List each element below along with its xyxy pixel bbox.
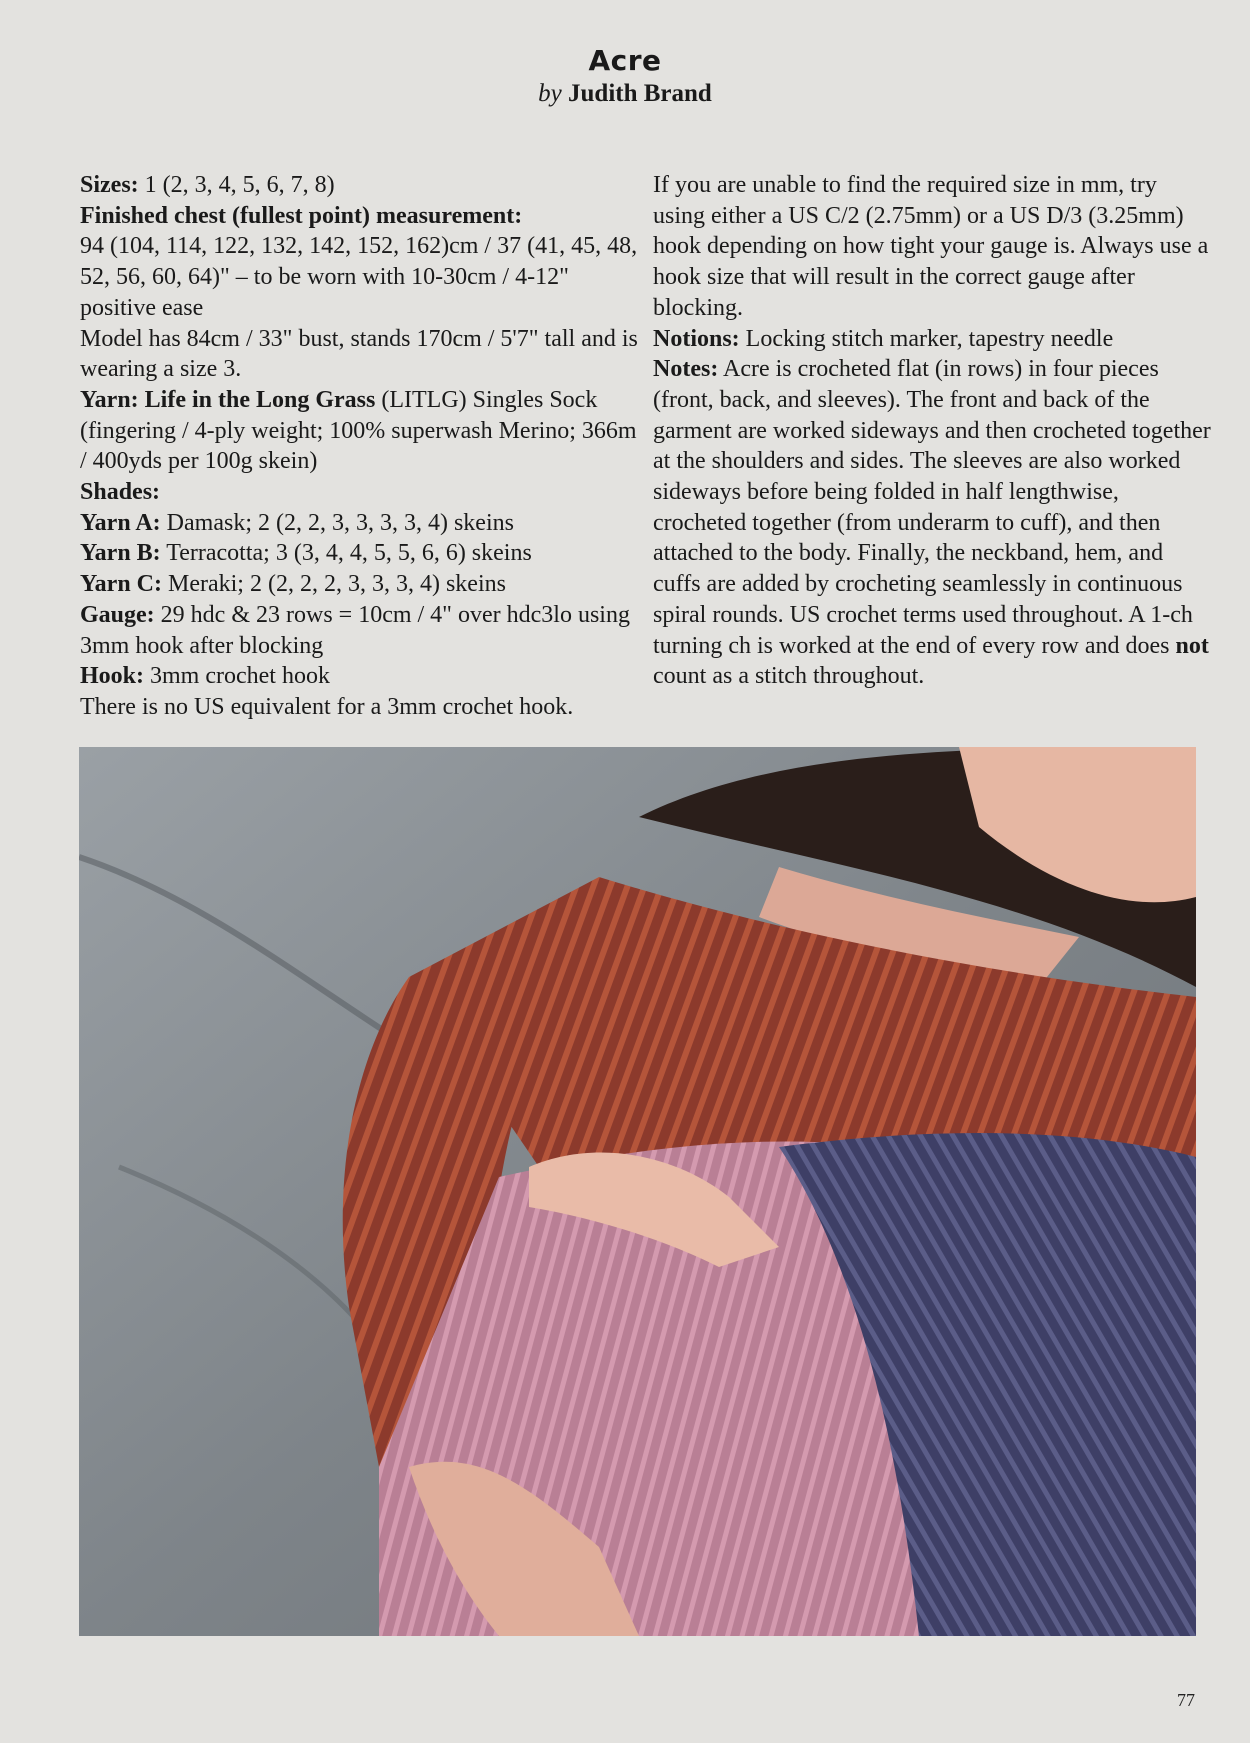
yarn-b-line [80,538,640,569]
notes-end: count as a stitch throughout. [653,663,925,690]
sizes-value: 1 (2, 3, 4, 5, 6, 7, 8) [138,172,335,198]
chest-value: 94 (104, 114, 122, 132, 142, 152, 162)cm / 37 (41, 45, 48, 52, 56, 60, 64)" – to be worn with 10-30cm / 4-12" positive ease [80,233,638,321]
yarn-a-value: Damask; 2 (2, 2, 3, 3, 3, 3, 4) skeins [160,509,514,536]
page-number: 77 [1177,1690,1195,1710]
notes-line [653,354,1213,692]
yarn-a-label: Yarn A: [80,509,161,536]
pattern-title: Acre [588,44,662,77]
pattern-notes-column [653,170,1213,692]
notions-value: Locking stitch marker, tapestry needle [739,325,1114,352]
notions-label: Notions: [653,325,740,352]
hook-label: Hook: [80,663,145,690]
author-name: Judith Brand [568,80,712,107]
hook-advice: If you are unable to find the required size in mm, try using either a US C/2 (2.75mm) or a US D/3 (3.25mm) hook depending on how tight your gauge is. Always use a hook size that will result in the correct gauge after blocking. [653,172,1209,321]
gauge-label: Gauge: [80,601,155,628]
yarn-b-value: Terracotta; 3 (3, 4, 4, 5, 5, 6, 6) skeins [160,540,532,567]
yarn-brand: Life in the Long Grass [138,386,376,413]
yarn-label: Yarn: [80,386,139,413]
pattern-specs-column [80,170,640,723]
hook-note: There is no US equivalent for a 3mm crochet hook. [80,693,574,720]
yarn-value: (LITLG) Singles Sock (fingering / 4-ply weight; 100% superwash Merino; 366m / 400yds per 100g skein) [80,386,637,475]
sweater-illustration [79,747,1196,1636]
yarn-b-label: Yarn B: [80,540,161,567]
yarn-c-line [80,569,640,600]
notes-value: Acre is crocheted flat (in rows) in four pieces (front, back, and sleeves). The front and back of the garment are worked sideways and then crocheted together at the shoulders and sides. The sleeves are also worked sideways before being folded in half lengthwise, crocheted together (from underarm to cuff), and then attached to the body. Finally, the neckband, hem, and cuffs are added by crocheting seamlessly in continuous spiral rounds. US crochet terms used throughout. A 1-ch turning ch is worked at the end of every row and does [653,356,1211,659]
byline-by: by [538,80,562,107]
gauge-line [80,600,640,661]
hook-value: 3mm crochet hook [144,663,330,690]
notes-label: Notes: [653,356,719,383]
sizes-label: Sizes: [80,172,139,198]
yarn-a-line [80,508,640,539]
gauge-value: 29 hdc & 23 rows = 10cm / 4" over hdc3lo using 3mm hook after blocking [80,601,630,659]
sizes-line [80,170,640,201]
notions-line [653,324,1213,355]
shades-label: Shades: [80,479,161,506]
model-info: Model has 84cm / 33" bust, stands 170cm / 5'7" tall and is wearing a size 3. [80,325,638,383]
yarn-line [80,385,640,477]
hook-line [80,661,640,692]
chest-label: Finished chest (fullest point) measurement: [80,202,523,229]
sweater-photo [79,747,1196,1636]
yarn-c-value: Meraki; 2 (2, 2, 2, 3, 3, 3, 4) skeins [162,571,506,598]
notes-bold: not [1175,632,1209,659]
yarn-c-label: Yarn C: [80,571,162,598]
byline [0,80,1250,108]
